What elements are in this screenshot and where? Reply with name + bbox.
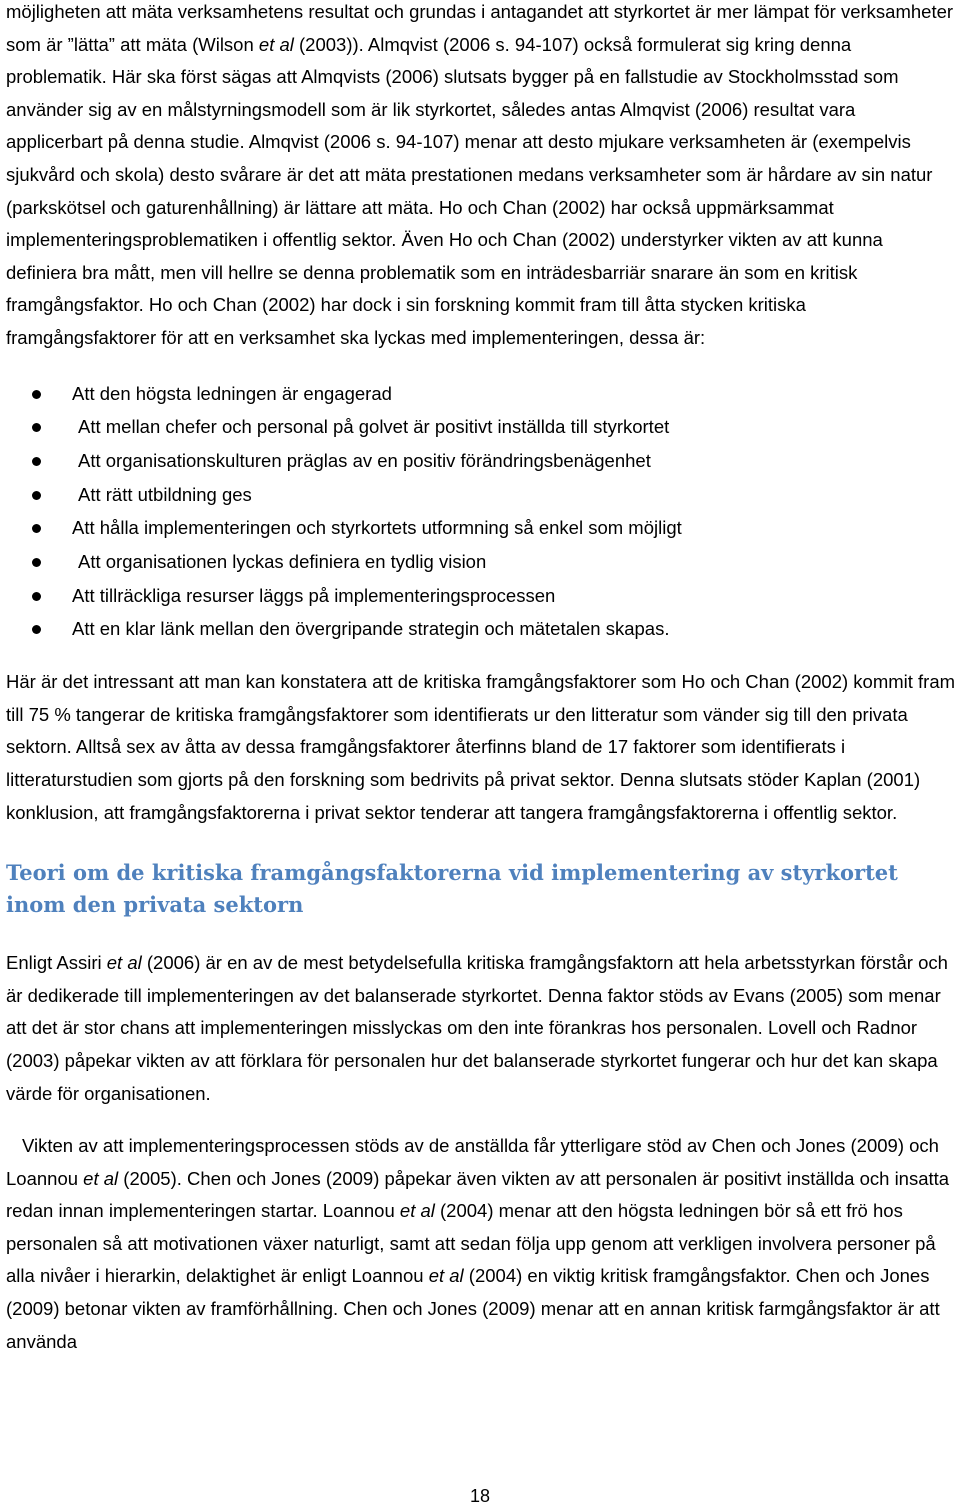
list-item: Att organisationen lyckas definiera en tydlig vision <box>6 545 956 579</box>
text-run: Enligt Assiri <box>6 952 107 974</box>
text-run: möjligheten att mäta verksamhetens resultat och grundas i antagandet att styrkortet är mer lämpat för verksamheter som är ”lätta” att mäta (Wilson <box>6 1 954 55</box>
list-item: Att tillräckliga resurser läggs på implementeringsprocessen <box>6 579 956 613</box>
list-item: Att hålla implementeringen och styrkortets utformning så enkel som möjligt <box>6 511 956 545</box>
section-heading: Teori om de kritiska framgångsfaktorerna vid implementering av styrkortet inom den privata sektorn <box>6 860 898 918</box>
text-run-italic: et al <box>106 952 142 974</box>
text-run: (2006) är en av de mest betydelsefulla kritiska framgångsfaktorn att hela arbetsstyrkan förstår och är dedikerade till implementeringen av det balanserade styrkortet. Denna faktor stöds av Evans (2005) som menar att det är stor chans att implementeringen misslyckas om den inte förankras hos personalen. Lovell och Radnor (2003) påpekar vikten av att förklara för personalen hur det balanserade styrkortet fungerar och hur det kan skapa värde för organisationen. <box>6 952 948 1104</box>
text-run-italic: et al <box>428 1265 464 1287</box>
page-number: 18 <box>469 1486 491 1506</box>
text-run-italic: et al <box>258 33 294 55</box>
list-item: Att den högsta ledningen är engagerad <box>6 377 956 411</box>
list-item: Att rätt utbildning ges <box>6 478 956 512</box>
list-item: Att en klar länk mellan den övergripande strategin och mätetalen skapas. <box>6 612 956 646</box>
paragraph-intro <box>6 0 956 355</box>
document-page <box>6 0 956 1358</box>
text-run: (2004) menar att den högsta ledningen bör så ett frö hos personalen så att motivationen växer naturligt, samt att sedan följa upp genom att verkligen involvera personer på alla nivåer i hierarkin, delaktighet är enligt Loannou <box>6 1200 936 1287</box>
paragraph-conclusion: Här är det intressant att man kan konstatera att de kritiska framgångsfaktorer som Ho och Chan (2002) kommit fram till 75 % tangerar de kritiska framgångsfaktorer som identifierats ur den litteratur som vänder sig till den privata sektorn. Alltså sex av åtta av dessa framgångsfaktorer återfinns bland de 17 faktorer som identifierats i litteraturstudien som gjorts på den forskning som bedrivits på privat sektor. Denna slutsats stöder Kaplan (2001) konklusion, att framgångsfaktorerna i privat sektor tenderar att tangera framgångsfaktorerna i offentlig sektor. <box>6 671 956 823</box>
success-factors-list <box>6 377 956 647</box>
list-item: Att mellan chefer och personal på golvet är positivt inställda till styrkortet <box>6 410 956 444</box>
text-run: (2005). Chen och Jones (2009) påpekar även vikten av att personalen är positivt inställda och insatta redan innan implementeringen startar. Loannou <box>6 1167 950 1222</box>
text-run: (2003)). Almqvist (2006 s. 94-107) också formulerat sig kring denna problematik. Här ska först sägas att Almqvists (2006) slutsats bygger på en fallstudie av Stockholmsstad som använder sig av en målstyrningsmodell som är lik styrkortet, således antas Almqvist (2006) resultat vara applicerbart på denna studie. Almqvist (2006 s. 94-107) menar att desto mjukare verksamheten är (exempelvis sjukvård och skola) desto svårare är det att mäta prestationen medans verksamheter som är hårdare av sin natur (parkskötsel och gaturenhållning) är lättare att mäta. Ho och Chan (2002) har också uppmärksammat implementeringsproblematiken i offentlig sektor. Även Ho och Chan (2002) understyrker vikten av att kunna definiera bra mått, men vill hellre se denna problematik som en inträdesbarriär snarare än som en kritisk framgångsfaktor. Ho och Chan (2002) har dock i sin forskning kommit fram till åtta stycken kritiska framgångsfaktorer för att en verksamhet ska lyckas med implementeringen, dessa är: <box>6 33 933 348</box>
text-run-italic: et al <box>83 1167 119 1189</box>
paragraph-assiri <box>6 947 956 1110</box>
list-item: Att organisationskulturen präglas av en positiv förändringsbenägenhet <box>6 444 956 478</box>
text-run: Vikten av att implementeringsprocessen stöds av de anställda får ytterligare stöd av Chen och Jones (2009) och Loannou <box>6 1135 939 1189</box>
text-run: (2004) en viktig kritisk framgångsfaktor. Chen och Jones (2009) betonar vikten av framförhållning. Chen och Jones (2009) menar att en annan kritisk farmgångsfaktor är att använda <box>6 1265 940 1352</box>
text-run-italic: et al <box>399 1200 435 1222</box>
paragraph-chen-jones <box>6 1130 956 1358</box>
